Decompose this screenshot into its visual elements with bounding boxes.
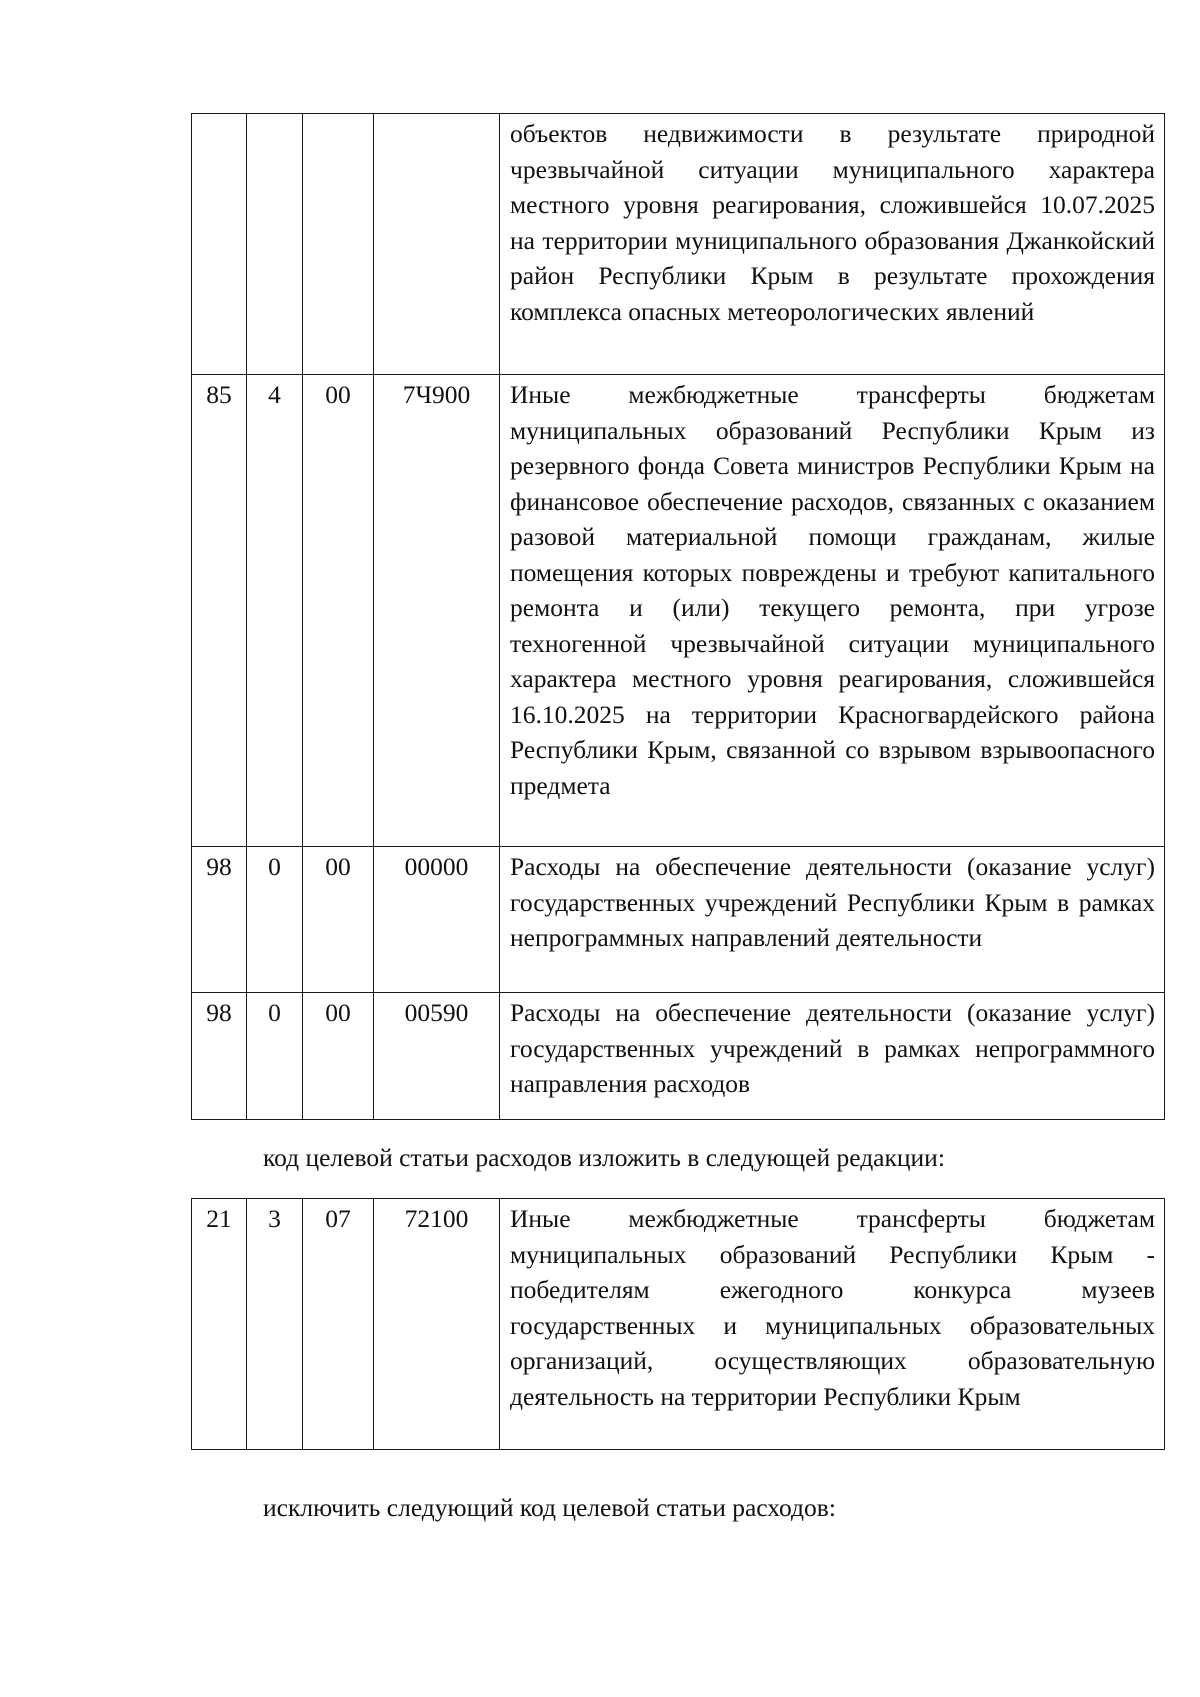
program-code-cell: 85 [192,375,247,847]
subprogram-code-cell: 4 [247,375,303,847]
description-cell [500,993,1165,1120]
table-row [192,114,1165,375]
description-text: Иные межбюджетные трансферты бюджетам муниципальных образований Республики Крым - победителям ежегодного конкурса музеев государственных и муниципальных образовательных организаций, осуществляющих образовательную деятельность на территории Республики Крым [510,1204,1155,1411]
activity-code-cell: 00 [303,847,374,993]
description-cell [500,847,1165,993]
activity-code-cell [303,114,374,375]
budget-codes-table-revised [191,1198,1165,1450]
budget-codes-table [191,113,1165,1120]
subprogram-code-cell [247,114,303,375]
description-cell [500,375,1165,847]
instruction-paragraph: код целевой статьи расходов изложить в следующей редакции: [263,1143,945,1172]
direction-code-cell: 72100 [374,1199,500,1450]
direction-code-cell: 00590 [374,993,500,1120]
table-row [192,847,1165,993]
program-code-cell: 98 [192,993,247,1120]
program-code-cell: 21 [192,1199,247,1450]
direction-code-cell: 7Ч900 [374,375,500,847]
description-text: Иные межбюджетные трансферты бюджетам муниципальных образований Республики Крым из резервного фонда Совета министров Республики Крым на финансовое обеспечение расходов, связанных с оказанием разовой материальной помощи гражданам, жилые помещения которых повреждены и требуют капитального ремонта и (или) текущего ремонта, при угрозе техногенной чрезвычайной ситуации муниципального характера местного уровня реагирования, сложившейся 16.10.2025 на территории Красногвардейского района Республики Крым, связанной со взрывом взрывоопасного предмета [510,380,1155,800]
direction-code-cell: 00000 [374,847,500,993]
subprogram-code-cell: 0 [247,993,303,1120]
activity-code-cell: 00 [303,993,374,1120]
description-cell [500,114,1165,375]
direction-code-cell [374,114,500,375]
program-code-cell: 98 [192,847,247,993]
subprogram-code-cell: 3 [247,1199,303,1450]
table-row [192,993,1165,1120]
instruction-paragraph: исключить следующий код целевой статьи расходов: [263,1493,836,1522]
table-row [192,1199,1165,1450]
description-text: объектов недвижимости в результате природной чрезвычайной ситуации муниципального характера местного уровня реагирования, сложившейся 10.07.2025 на территории муниципального образования Джанкойский район Республики Крым в результате прохождения комплекса опасных метеорологических явлений [510,119,1155,326]
activity-code-cell: 00 [303,375,374,847]
program-code-cell [192,114,247,375]
description-text: Расходы на обеспечение деятельности (оказание услуг) государственных учреждений в рамках непрограммного направления расходов [510,998,1155,1098]
table-row [192,375,1165,847]
activity-code-cell: 07 [303,1199,374,1450]
description-cell [500,1199,1165,1450]
description-text: Расходы на обеспечение деятельности (оказание услуг) государственных учреждений Республики Крым в рамках непрограммных направлений деятельности [510,852,1155,952]
subprogram-code-cell: 0 [247,847,303,993]
